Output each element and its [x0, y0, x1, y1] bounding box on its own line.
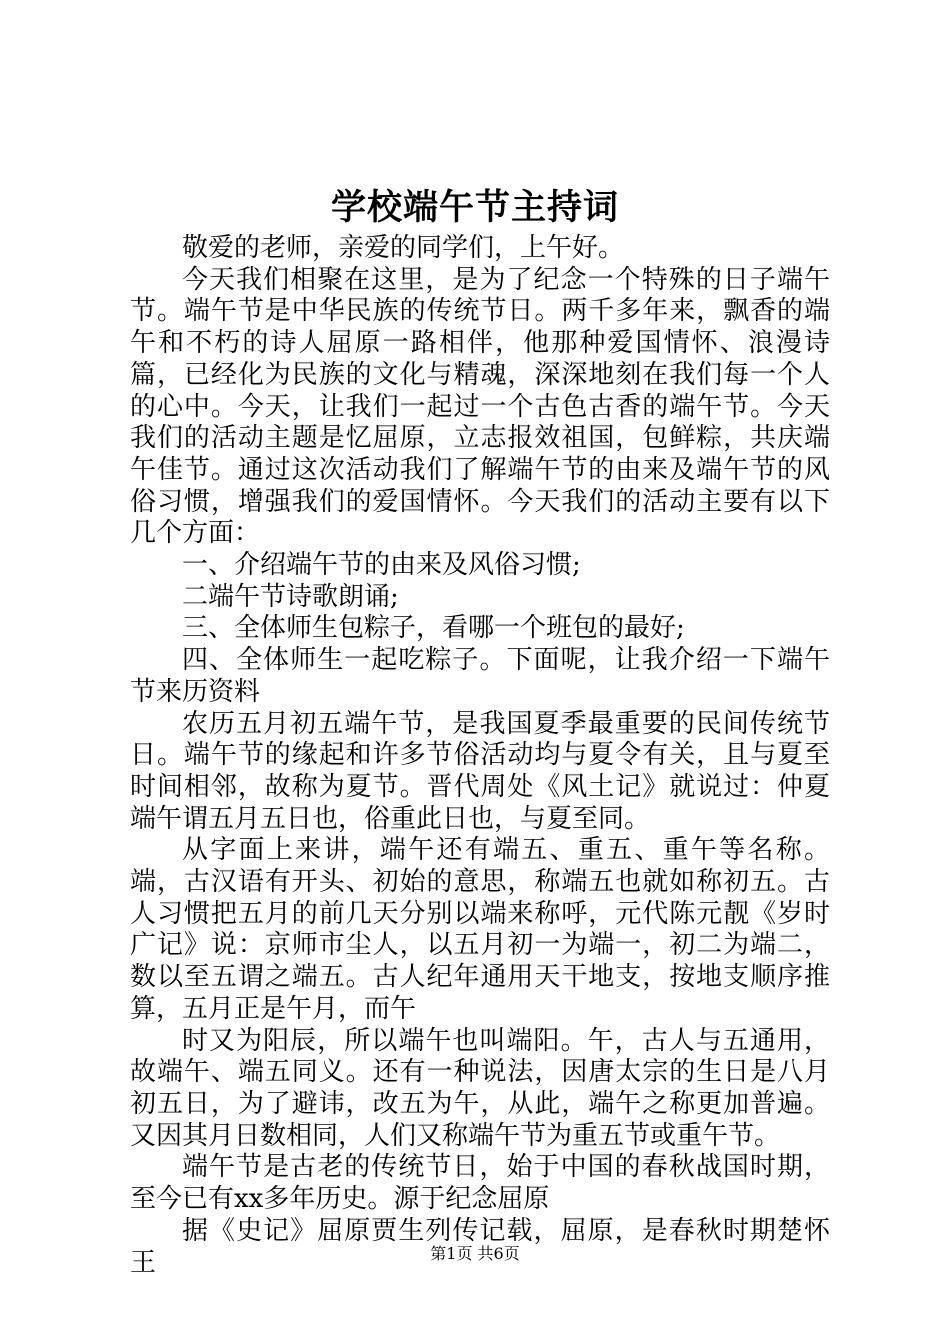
document-body	[130, 233, 830, 1279]
page-number-footer: 第1页 共6页	[430, 1244, 520, 1263]
list-item-3: 三、全体师生包粽子，看哪一个班包的最好;	[182, 613, 685, 644]
list-item-1: 一、介绍端午节的由来及风俗习惯;	[182, 550, 581, 581]
document-title: 学校端午节主持词	[330, 187, 619, 228]
paragraph-names: 从字面上来讲，端午还有端五、重五、重午等名称。端，古汉语有开头、初始的意思，称端五也就如称初五。古人习惯把五月的前几天分别以端来称呼，元代陈元靓《岁时广记》说：京师市尘人，以五月初一为端一，初二为端二，数以至五谓之端五。古人纪年通用天干地支，按地支顺序推算，五月正是午月，而午	[130, 835, 830, 1024]
paragraph-shiji: 据《史记》屈原贾生列传记载，屈原，是春秋时期楚怀王	[130, 1215, 830, 1278]
paragraph-duanyang: 时又为阳辰，所以端午也叫端阳。午，古人与五通用，故端午、端五同义。还有一种说法，因唐太宗的生日是八月初五日，为了避讳，改五为午，从此，端午之称更加普遍。又因其月日数相同，人们又称端午节为重五节或重午节。	[130, 1025, 830, 1151]
paragraph-intro: 今天我们相聚在这里，是为了纪念一个特殊的日子端午节。端午节是中华民族的传统节日。两千多年来，飘香的端午和不朽的诗人屈原一路相伴，他那种爱国情怀、浪漫诗篇，已经化为民族的文化与精魂，深深地刻在我们每一个人的心中。今天，让我们一起过一个古色古香的端午节。今天我们的活动主题是忆屈原，立志报效祖国，包鲜粽，共庆端午佳节。通过这次活动我们了解端午节的由来及端午节的风俗习惯，增强我们的爱国情怀。今天我们的活动主要有以下几个方面：	[130, 264, 830, 549]
paragraph-greeting: 敬爱的老师，亲爱的同学们，上午好。	[182, 233, 625, 263]
list-item-4: 四、全体师生一起吃粽子。下面呢，让我介绍一下端午节来历资料	[130, 645, 830, 707]
paragraph-origin: 农历五月初五端午节，是我国夏季最重要的民间传统节日。端午节的缘起和许多节俗活动均与夏令有关，且与夏至时间相邻，故称为夏节。晋代周处《风土记》就说过：仲夏端午谓五月五日也，俗重此日也，与夏至同。	[130, 708, 830, 834]
paragraph-history: 端午节是古老的传统节日，始于中国的春秋战国时期，至今已有xx多年历史。源于纪念屈原	[130, 1152, 830, 1215]
list-item-2: 二端午节诗歌朗诵;	[182, 581, 399, 612]
